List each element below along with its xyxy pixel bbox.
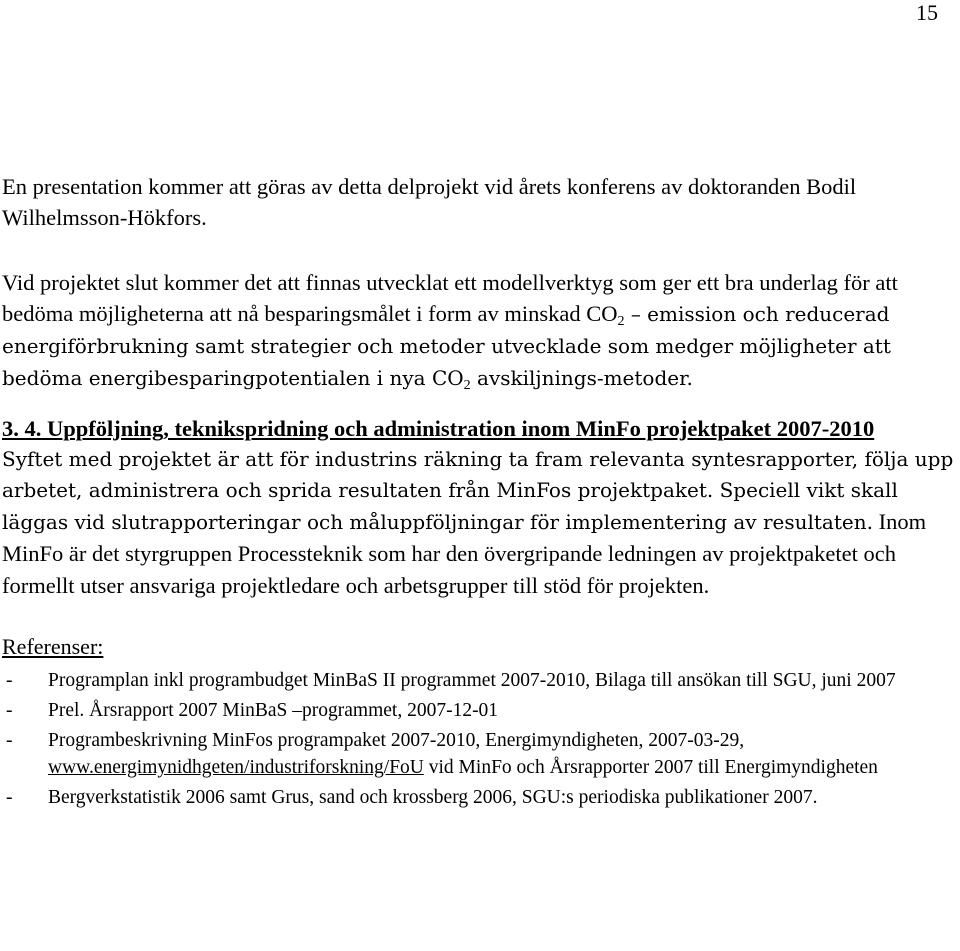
reference-link[interactable]: www.energimynidhgeten/industriforskning/FoU [48,757,424,778]
co2-subscript: 2 [463,378,471,393]
outcome-text-3: avskiljnings-metoder. [470,366,693,390]
section-heading: 3. 4. Uppföljning, teknikspridning och administration inom MinFo projektpaket 2007-2010 [2,416,875,441]
reference-text: Programplan inkl programbudget MinBaS II programmet 2007-2010, Bilaga till ansökan till SGU, juni 2007 [48,670,896,691]
outcome-text-1: Vid projektet slut kommer det att finnas utvecklat ett modellverktyg som ger ett bra underlag för att bedöma möjligheterna att nå besparingsmålet i form av minskad CO [2,270,898,326]
reference-item [2,727,958,781]
document-body [2,171,958,814]
list-dash: - [6,700,13,721]
outcome-paragraph [2,267,958,394]
intro-paragraph: En presentation kommer att göras av detta delprojekt vid årets konferens av doktoranden Bodil Wilhelmsson-Hökfors. [2,174,857,230]
section-body [2,444,958,602]
reference-text: Bergverkstatistik 2006 samt Grus, sand och krossberg 2006, SGU:s periodiska publikationer 2007. [48,787,818,808]
reference-text: vid MinFo och Årsrapporter 2007 till Energimyndigheten [423,757,878,778]
reference-item [2,784,958,811]
list-dash: - [6,730,13,751]
reference-item [2,667,958,694]
reference-text: Programbeskrivning MinFos programpaket 2007-2010, Energimyndigheten, 2007-03-29, [48,730,745,751]
list-dash: - [6,670,13,691]
references-heading: Referenser: [2,634,104,659]
section-body-text-1: Syftet med projektet är att för industrins räkning ta fram relevanta syntesrapporter, följa upp arbetet, administrera och sprida resultaten från MinFos projektpaket. Speciell vikt skall läggas vid slutrapporteringar och måluppföljningar för implementering av resultaten. [2,447,954,534]
reference-text: Prel. Årsrapport 2007 MinBaS –programmet, 2007-12-01 [48,700,499,721]
page-number: 15 [916,0,938,25]
outcome-text-2: – emission och reducerad energiförbrukning samt strategier och metoder utvecklade som medger möjligheter att bedöma energibesparingpotentialen i nya CO [2,302,891,390]
co2-subscript: 2 [617,314,625,329]
reference-item [2,697,958,724]
reference-list [2,667,958,811]
list-dash: - [6,787,13,808]
section-body-text-2: Inom MinFo är det styrgruppen Processteknik som har den övergripande ledningen av projektpaketet och formellt utser ansvariga projektledare och arbetsgrupper till stöd för projekten. [2,509,927,598]
